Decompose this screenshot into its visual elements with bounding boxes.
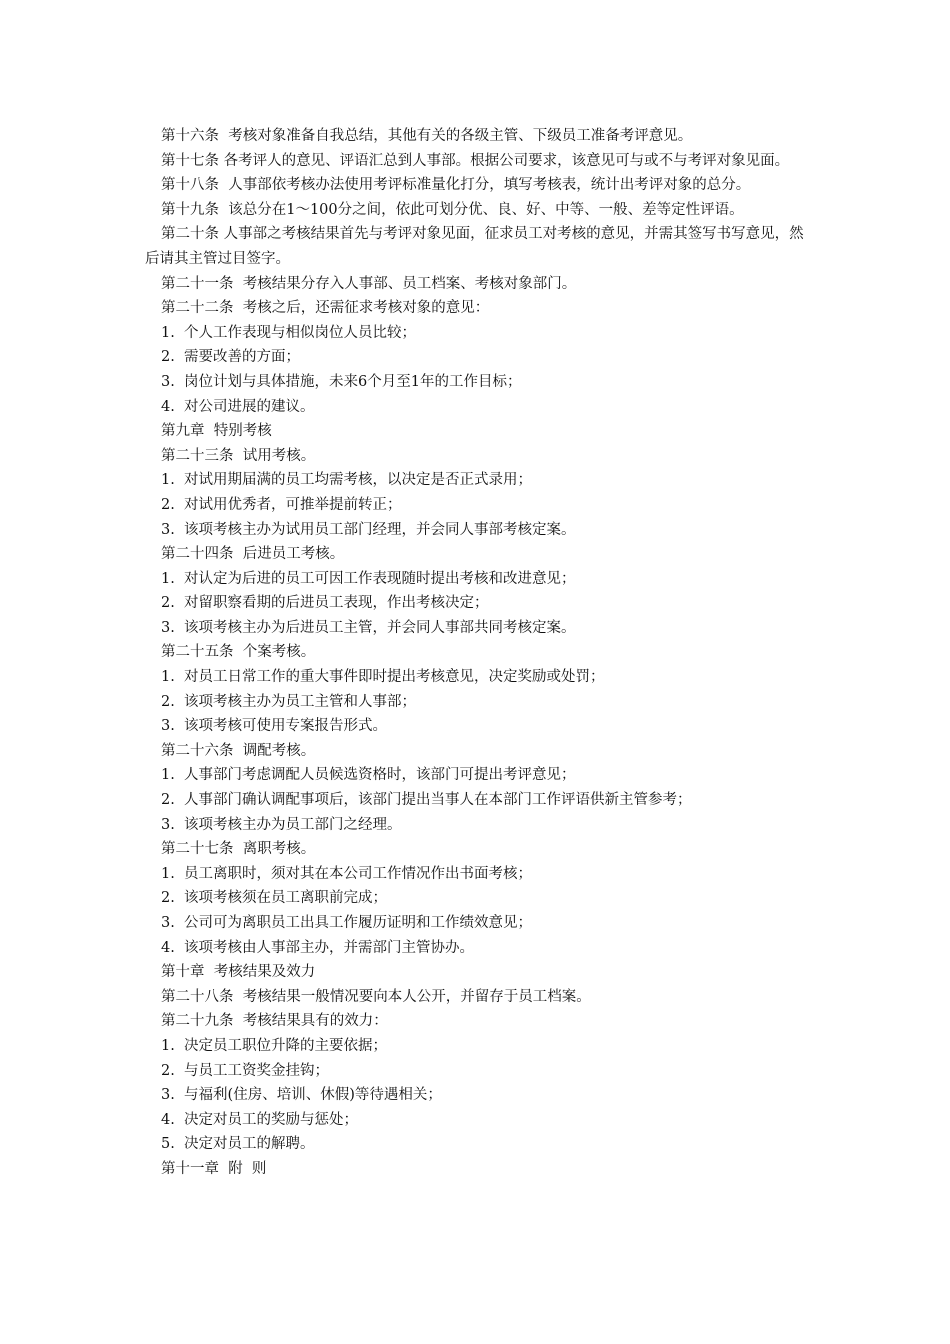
text-line: 3. 该项考核主办为后进员工主管，并会同人事部共同考核定案。 — [161, 619, 576, 636]
text-line: 第十九条 该总分在1～100分之间，依此可划分优、良、好、中等、一般、差等定性评语。 — [161, 201, 744, 218]
text-line: 2. 与员工工资奖金挂钩； — [161, 1062, 330, 1079]
text-line: 2. 对试用优秀者，可推举提前转正； — [161, 496, 402, 513]
text-line: 1. 对认定为后进的员工可因工作表现随时提出考核和改进意见； — [161, 570, 576, 587]
text-line: 3. 与福利(住房、培训、休假)等待遇相关； — [161, 1087, 442, 1104]
text-line: 第九章 特别考核 — [161, 423, 272, 440]
text-line: 第十章 考核结果及效力 — [161, 964, 316, 981]
text-line: 第二十一条 考核结果分存入人事部、员工档案、考核对象部门。 — [161, 275, 577, 292]
document-body — [145, 124, 810, 1182]
text-line: 第二十七条 离职考核。 — [161, 841, 316, 858]
text-line: 第二十三条 试用考核。 — [161, 447, 316, 464]
text-line: 1. 个人工作表现与相似岗位人员比较； — [161, 324, 417, 341]
text-line: 第二十条 人事部之考核结果首先与考评对象见面，征求员工对考核的意见，并需其签写书写意见，然后请其主管过目签字。 — [145, 226, 804, 267]
text-line: 2. 对留职察看期的后进员工表现，作出考核决定； — [161, 595, 489, 612]
text-line: 第十六条 考核对象准备自我总结，其他有关的各级主管、下级员工准备考评意见。 — [161, 128, 693, 144]
text-line: 第十八条 人事部依考核办法使用考评标准量化打分，填写考核表，统计出考评对象的总分。 — [161, 177, 751, 194]
text-line: 1. 对试用期届满的员工均需考核，以决定是否正式录用； — [161, 472, 533, 489]
text-line: 第二十八条 考核结果一般情况要向本人公开，并留存于员工档案。 — [161, 988, 591, 1005]
text-line: 第十一章 附 则 — [161, 1160, 267, 1177]
text-line: 5. 决定对员工的解聘。 — [161, 1136, 315, 1153]
text-line: 2. 人事部门确认调配事项后，该部门提出当事人在本部门工作评语供新主管参考； — [161, 792, 692, 809]
text-line: 第二十二条 考核之后，还需征求考核对象的意见： — [161, 300, 490, 317]
text-line: 3. 公司可为离职员工出具工作履历证明和工作绩效意见； — [161, 915, 533, 931]
text-line: 1. 员工离职时，须对其在本公司工作情况作出书面考核； — [161, 865, 533, 882]
text-line: 第二十五条 个案考核。 — [161, 644, 316, 661]
text-line: 4. 该项考核由人事部主办，并需部门主管协办。 — [161, 939, 475, 956]
text-line: 3. 岗位计划与具体措施，未来6个月至1年的工作目标； — [161, 373, 522, 390]
text-line: 2. 该项考核主办为员工主管和人事部； — [161, 693, 417, 710]
text-line: 第二十六条 调配考核。 — [161, 742, 316, 759]
text-line: 4. 决定对员工的奖励与惩处； — [161, 1111, 359, 1128]
text-line: 1. 对员工日常工作的重大事件即时提出考核意见，决定奖励或处罚； — [161, 669, 605, 686]
text-line: 4. 对公司进展的建议。 — [161, 398, 315, 415]
text-line: 3. 该项考核主办为员工部门之经理。 — [161, 816, 402, 833]
text-line: 第十七条 各考评人的意见、评语汇总到人事部。根据公司要求，该意见可与或不与考评对象见面。 — [161, 152, 790, 169]
text-line: 1. 决定员工职位升降的主要依据； — [161, 1037, 388, 1054]
text-line: 第二十九条 考核结果具有的效力： — [161, 1013, 388, 1030]
text-line: 第二十四条 后进员工考核。 — [161, 546, 345, 563]
text-line: 3. 该项考核可使用专案报告形式。 — [161, 718, 388, 735]
text-line: 2. 该项考核须在员工离职前完成； — [161, 890, 388, 907]
text-line: 3. 该项考核主办为试用员工部门经理，并会同人事部考核定案。 — [161, 521, 576, 538]
text-line: 1. 人事部门考虑调配人员候选资格时，该部门可提出考评意见； — [161, 767, 576, 784]
text-line: 2. 需要改善的方面； — [161, 349, 301, 366]
